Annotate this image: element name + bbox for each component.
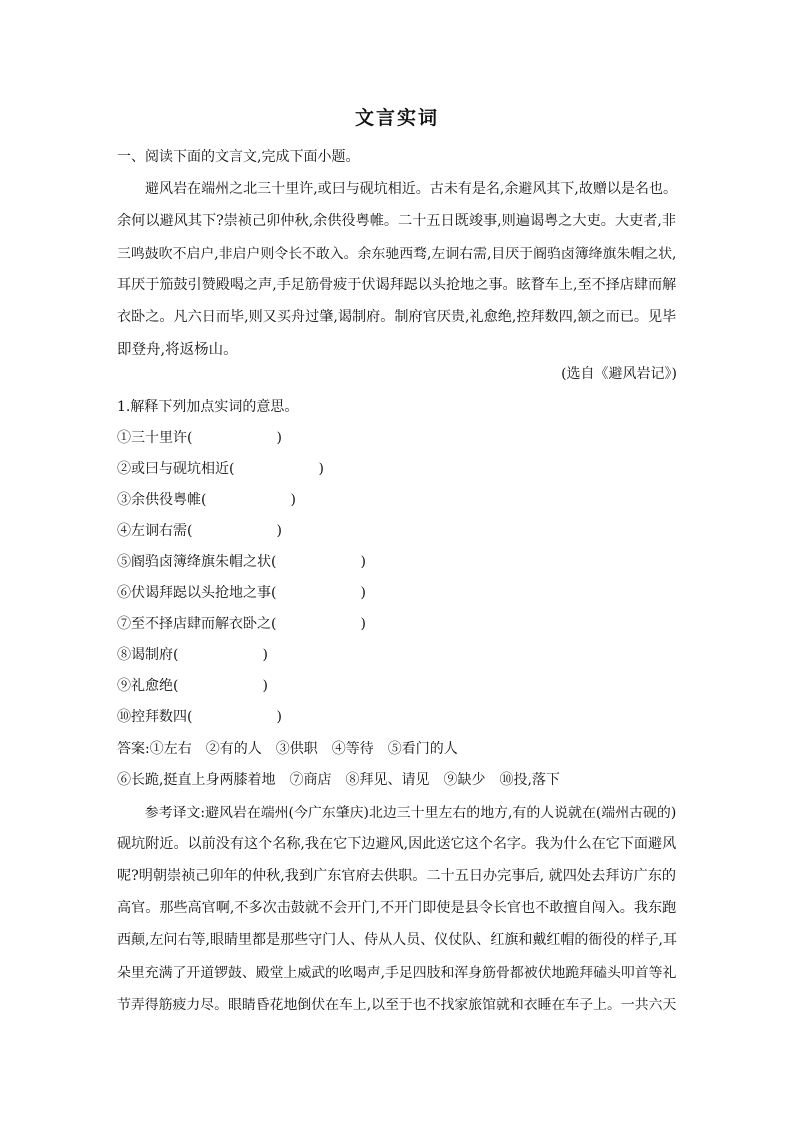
translation-line: 西颠,左问右等,眼睛里都是那些守门人、侍从人员、仪仗队、红旗和戴红帽的衙役的样子,耳 <box>117 932 677 948</box>
section-heading: 一、阅读下面的文言文,完成下面小题。 <box>117 149 360 165</box>
answer-item: ⑨缺少 <box>443 772 486 788</box>
answer-item: ①左右 <box>149 741 192 757</box>
source-citation: (选自《避风岩记》) <box>561 366 677 382</box>
question-item: ⑤阍驺卤簿绛旗朱帽之状( ) <box>117 554 366 570</box>
translation-line: 节弄得筋疲力尽。眼睛昏花地倒伏在车上,以至于也不找家旅馆就和衣睡在车子上。一共六天 <box>117 997 677 1013</box>
answer-item: ⑦商店 <box>289 772 332 788</box>
question-item: ②或曰与砚坑相近( ) <box>117 461 324 477</box>
translation-line: 参考译文:避风岩在端州(今广东肇庆)北边三十里左右的地方,有的人说就在(端州古砚的) <box>117 805 677 821</box>
passage-line: 耳厌于笳鼓引赞殿喝之声,手足筋骨疲于伏谒拜跽以头抢地之事。眩瞀车上,至不择店肆而解 <box>117 277 677 293</box>
answer-label: 答案: <box>117 741 150 757</box>
translation-line: 砚坑附近。以前没有这个名称,我在它下边避风,因此送它这个名字。我为什么在它下面避风 <box>117 836 677 852</box>
question-item: ⑦至不择店肆而解衣卧之( ) <box>117 616 366 632</box>
question-item: ①三十里许( ) <box>117 430 282 446</box>
question-item: ⑩控拜数四( ) <box>117 709 282 725</box>
page-title: 文言实词 <box>354 107 439 129</box>
answer-item: ②有的人 <box>205 741 262 757</box>
passage-line: 余何以避风其下?崇祯己卯仲秋,余供役粤帷。二十五日既竣事,则遍谒粤之大吏。大吏者,非 <box>117 213 677 229</box>
question-item: ⑥伏谒拜跽以头抢地之事( ) <box>117 585 366 601</box>
passage-line: 三鸣鼓吹不启户,非启户则令长不敢入。余东驰西骛,左诇右需,目厌于阍驺卤簿绛旗朱帽之状, <box>117 246 677 262</box>
translation-line: 高官。那些高官啊,不多次击鼓就不会开门,不开门即使是县令长官也不敢擅自闯入。我东跑 <box>117 900 677 916</box>
question-item: ④左诇右需( ) <box>117 523 282 539</box>
answer-item: ④等待 <box>331 741 374 757</box>
answer-item: ⑩投,落下 <box>499 772 560 788</box>
answer-item: ③供职 <box>275 741 318 757</box>
translation-line: 朵里充满了开道锣鼓、殿堂上威武的吆喝声,手足四肢和浑身筋骨都被伏地跪拜磕头叩首等礼 <box>117 965 677 981</box>
answer-item: ⑤看门的人 <box>387 741 458 757</box>
answer-item: ⑥长跪,挺直上身两膝着地 <box>117 772 276 788</box>
passage-line: 避风岩在端州之北三十里许,或曰与砚坑相近。古未有是名,余避风其下,故赠以是名也。 <box>117 181 677 197</box>
passage-line: 衣卧之。凡六日而毕,则又买舟过肇,谒制府。制府官厌贵,礼愈绝,控拜数四,颔之而已。见毕 <box>117 309 677 325</box>
answer-line-1 <box>117 738 472 758</box>
translation-line: 呢?明朝崇祯己卯年的仲秋,我到广东官府去供职。二十五日办完事后, 就四处去拜访广东的 <box>117 868 677 884</box>
question-item: ⑨礼愈绝( ) <box>117 678 268 694</box>
question-item: ⑧谒制府( ) <box>117 647 268 663</box>
answer-line-2 <box>117 769 574 789</box>
answer-item: ⑧拜见、请见 <box>345 772 430 788</box>
passage-line: 即登舟,将返杨山。 <box>117 342 238 358</box>
question-stem: 1.解释下列加点实词的意思。 <box>117 399 299 415</box>
question-item: ③余供役粤帷( ) <box>117 492 296 508</box>
